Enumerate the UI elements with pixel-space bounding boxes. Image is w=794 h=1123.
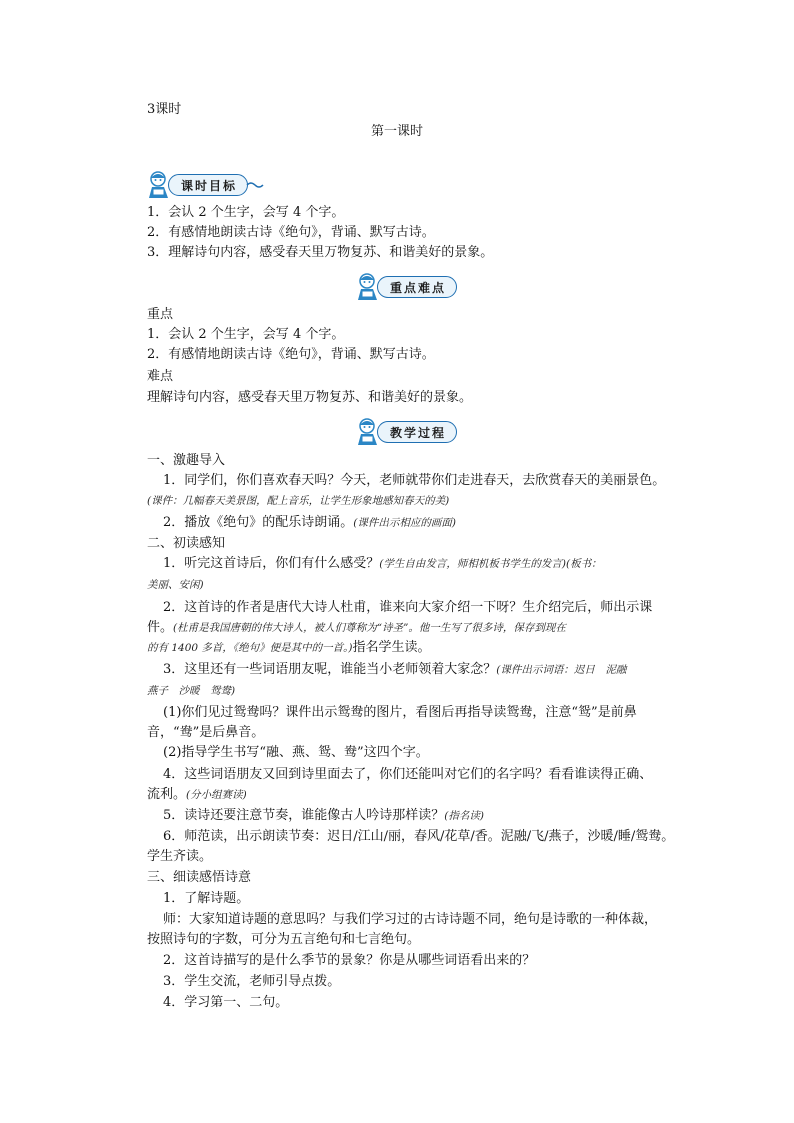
paragraph: 4．这些词语朋友又回到诗里面去了，你们还能叫对它们的名字吗？看看谁读得正确、 xyxy=(163,767,653,782)
paragraph-text: 流利。 xyxy=(147,787,187,802)
process-badge xyxy=(355,419,457,445)
goals-badge-label: 课时目标 xyxy=(168,174,248,196)
paragraph xyxy=(163,513,456,533)
process-badge-label: 教学过程 xyxy=(377,421,457,443)
courseware-note: (学生自由发言，师相机板书学生的发言)(板书： xyxy=(379,558,602,570)
courseware-note: 的有 1400 多首，《绝句》便是其中的一首。) xyxy=(147,642,353,654)
paragraph xyxy=(163,806,484,826)
paragraph: 1．同学们，你们喜欢春天吗？今天，老师就带你们走进春天，去欣赏春天的美丽景色。 xyxy=(163,473,666,488)
paragraph-text: 件。 xyxy=(147,620,174,635)
student-reading-icon xyxy=(146,170,172,200)
student-reading-icon xyxy=(355,417,381,447)
section-heading: 二、初读感知 xyxy=(147,536,226,551)
paragraph: (1)你们见过鸳鸯吗？课件出示鸳鸯的图片，看图后再指导读鸳鸯，注意“鸳”是前鼻 xyxy=(163,705,637,720)
key-item: 2．有感情地朗读古诗《绝句》，背诵、默写古诗。 xyxy=(147,347,435,362)
student-reading-icon xyxy=(355,272,381,302)
wave-decoration-icon xyxy=(246,180,264,190)
paragraph xyxy=(147,638,431,658)
paragraph: 学生齐读。 xyxy=(147,849,213,864)
difficult-text: 理解诗句内容，感受春天里万物复苏、和谐美好的景象。 xyxy=(147,390,473,405)
paragraph-text: 5．读诗还要注意节奏，谁能像古人吟诗那样读？ xyxy=(163,808,445,823)
paragraph-text: 指名学生读。 xyxy=(352,640,431,655)
paragraph-text: 1．听完这首诗后，你们有什么感受？ xyxy=(163,556,380,571)
paragraph: 4．学习第一、二句。 xyxy=(163,995,289,1010)
paragraph: 6．师范读，出示朗读节奏：迟日/江山/丽，春风/花草/香。泥融/飞/燕子，沙暖/睡/鸳鸯。 xyxy=(163,829,675,844)
goals-badge xyxy=(146,172,264,198)
paragraph: 2．这首诗描写的是什么季节的景象？你是从哪些词语看出来的？ xyxy=(163,953,536,968)
section-heading: 一、激趣导入 xyxy=(147,453,226,468)
paragraph: 按照诗句的字数，可分为五言绝句和七言绝句。 xyxy=(147,932,421,947)
courseware-note: (分小组赛读) xyxy=(186,789,247,801)
paragraph: 2．这首诗的作者是唐代大诗人杜甫，谁来向大家介绍一下呀？生介绍完后，师出示课 xyxy=(163,600,653,615)
session-title: 第一课时 xyxy=(370,124,423,139)
difficult-heading: 难点 xyxy=(147,369,174,384)
courseware-note: (课件出示相应的画面) xyxy=(353,517,456,529)
paragraph xyxy=(163,554,602,574)
paragraph xyxy=(147,785,247,805)
key-item: 1．会认 2 个生字，会写 4 个字。 xyxy=(147,327,345,342)
courseware-note: (指名读) xyxy=(444,810,484,822)
goal-item: 2．有感情地朗读古诗《绝句》，背诵、默写古诗。 xyxy=(147,225,435,240)
courseware-note: (课件出示词语：迟日 泥融 xyxy=(496,664,627,676)
paragraph: 音，“鸯”是后鼻音。 xyxy=(147,725,265,740)
lesson-count: 3课时 xyxy=(147,102,182,117)
courseware-note: 燕子 沙暖 鸳鸯) xyxy=(147,685,236,697)
section-heading: 三、细读感悟诗意 xyxy=(147,870,252,885)
courseware-note: (课件：几幅春天美景图，配上音乐，让学生形象地感知春天的美) xyxy=(147,495,450,507)
key-points-badge xyxy=(355,274,457,300)
goal-item: 3．理解诗句内容，感受春天里万物复苏、和谐美好的景象。 xyxy=(147,245,494,260)
paragraph: (2)指导学生书写“融、燕、鸳、鸯”这四个字。 xyxy=(163,745,429,760)
paragraph-text: 3．这里还有一些词语朋友呢，谁能当小老师领着大家念？ xyxy=(163,662,497,677)
paragraph: 1．了解诗题。 xyxy=(163,891,250,906)
courseware-note: 美丽、安闲) xyxy=(147,579,204,591)
paragraph xyxy=(147,618,566,638)
paragraph: 师：大家知道诗题的意思吗？与我们学习过的古诗诗题不同，绝句是诗歌的一种体裁， xyxy=(163,912,658,927)
key-heading: 重点 xyxy=(147,307,174,322)
paragraph-text: 2．播放《绝句》的配乐诗朗诵。 xyxy=(163,515,354,530)
key-points-badge-label: 重点难点 xyxy=(377,276,457,298)
paragraph: 3．学生交流，老师引导点拨。 xyxy=(163,974,341,989)
goal-item: 1．会认 2 个生字，会写 4 个字。 xyxy=(147,205,345,220)
courseware-note: (杜甫是我国唐朝的伟大诗人，被人们尊称为“诗圣”。他一生写了很多诗，保存到现在 xyxy=(173,622,566,634)
paragraph xyxy=(163,660,626,680)
